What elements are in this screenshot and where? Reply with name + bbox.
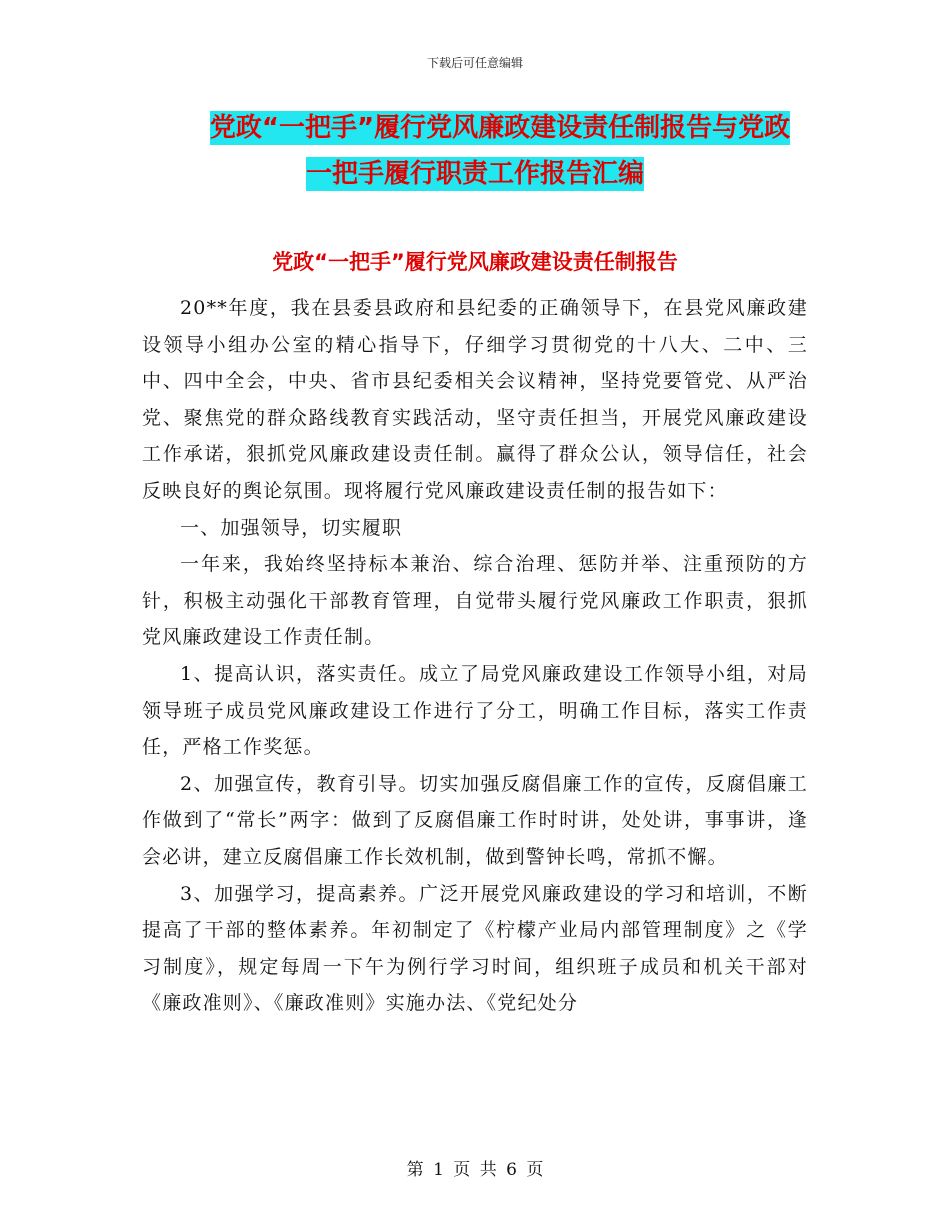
main-title-line-2-text: 一把手履行职责工作报告汇编: [305, 159, 644, 189]
section-title: 党政“一把手”履行党风廉政建设责任制报告: [272, 250, 678, 274]
paragraph: 20**年度，我在县委县政府和县纪委的正确领导下，在县党风廉政建设领导小组办公室的精心指导下，仔细学习贯彻党的十八大、二中、三中、四中全会，中央、省市县纪委相关会议精神，坚持党要管党、从严治党、聚焦党的群众路线教育实践活动，坚守责任担当，开展党风廉政建设工作承诺，狠抓党风廉政建设责任制。赢得了群众公认，领导信任，社会反映良好的舆论氛围。现将履行党风廉政建设责任制的报告如下：: [142, 297, 808, 502]
header-note: 下载后可任意编辑: [426, 56, 523, 70]
paragraph: 1、提高认识，落实责任。成立了局党风廉政建设工作领导小组，对局领导班子成员党风廉政建设工作进行了分工，明确工作目标，落实工作责任，严格工作奖惩。: [142, 662, 808, 759]
paragraph: 3、加强学习，提高素养。广泛开展党风廉政建设的学习和培训，不断提高了干部的整体素养。年初制定了《柠檬产业局内部管理制度》之《学习制度》，规定每周一下午为例行学习时间，组织班子成员和机关干部对《廉政准则》、《廉政准则》实施办法、《党纪处分: [142, 882, 808, 1015]
page-number: 第 1 页 共 6 页: [406, 1160, 544, 1180]
document-body: [142, 290, 808, 1022]
paragraph: 一年来，我始终坚持标本兼治、综合治理、惩防并举、注重预防的方针，积极主动强化干部教育管理，自觉带头履行党风廉政工作职责，狠抓党风廉政建设工作责任制。: [142, 553, 808, 649]
main-title-line-2: [0, 156, 950, 192]
main-title-line-1-text: 党政“一把手”履行党风廉政建设责任制报告与党政: [209, 113, 791, 143]
main-title-line-1: [0, 110, 950, 146]
paragraph: 一、加强领导，切实履职: [180, 516, 403, 539]
paragraph: 2、加强宣传，教育引导。切实加强反腐倡廉工作的宣传，反腐倡廉工作做到了“常长”两字：做到了反腐倡廉工作时时讲，处处讲，事事讲，逢会必讲，建立反腐倡廉工作长效机制，做到警钟长鸣，常抓不懈。: [142, 772, 808, 868]
